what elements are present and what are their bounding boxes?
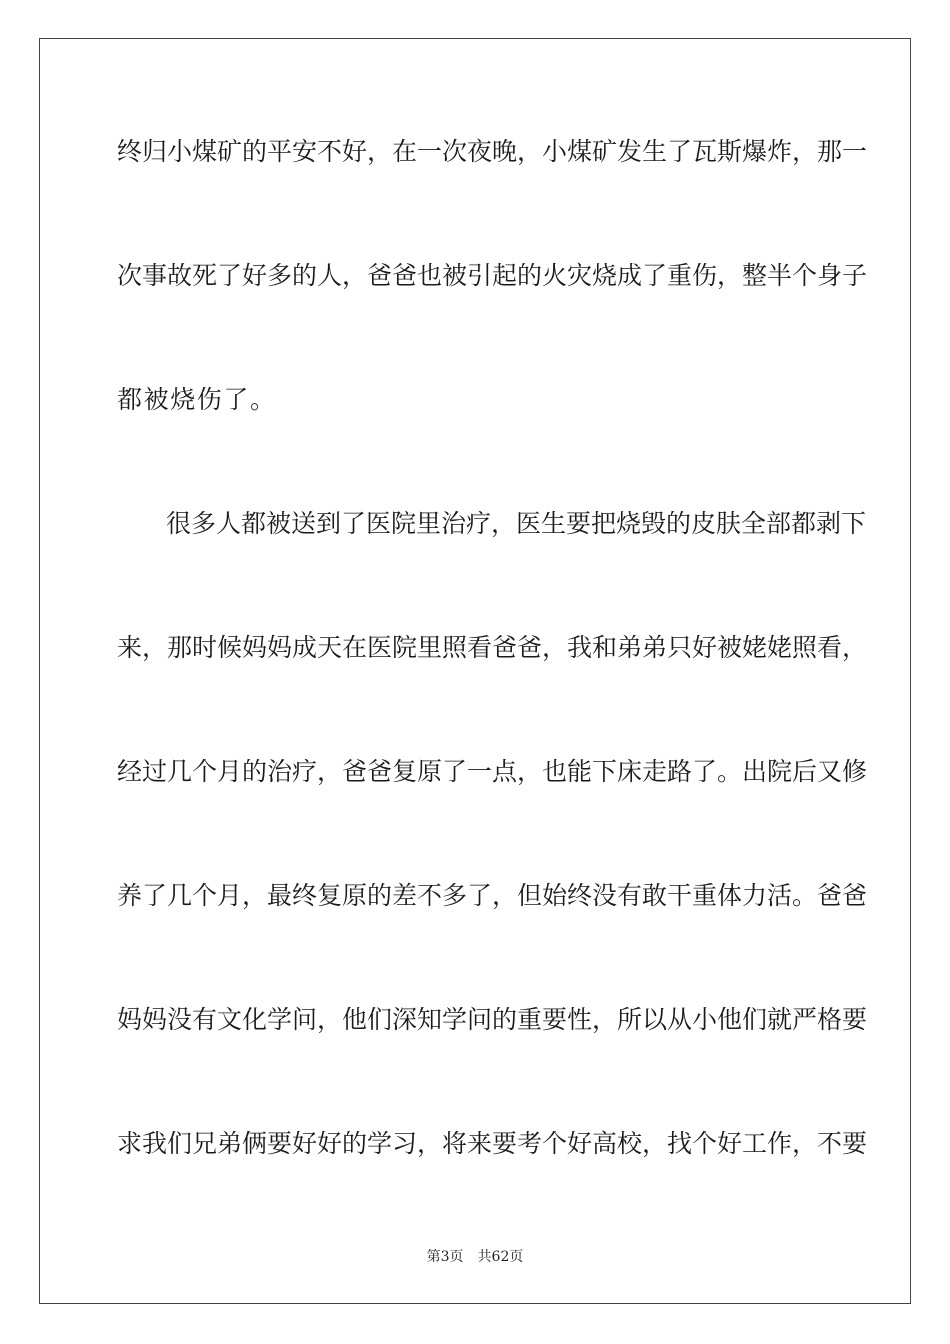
page-number-current: 第3页 [426, 1249, 464, 1265]
page-footer [0, 1248, 950, 1266]
paragraph-line-4: 很多人都被送到了医院里治疗，医生要把烧毁的皮肤全部都剥下 [166, 509, 867, 538]
paragraph-line-5: 来，那时候妈妈成天在医院里照看爸爸，我和弟弟只好被姥姥照看， [117, 633, 868, 662]
paragraph-line-8: 妈妈没有文化学问，他们深知学问的重要性，所以从小他们就严格要 [117, 1005, 868, 1034]
page-number-total: 共62页 [477, 1249, 524, 1265]
paragraph-line-2: 次事故死了好多的人，爸爸也被引起的火灾烧成了重伤，整半个身子 [117, 261, 868, 290]
paragraph-line-9: 求我们兄弟俩要好好的学习，将来要考个好高校，找个好工作，不要 [117, 1129, 868, 1158]
paragraph-line-6: 经过几个月的治疗，爸爸复原了一点，也能下床走路了。出院后又修 [117, 757, 868, 786]
paragraph-line-1: 终归小煤矿的平安不好，在一次夜晚，小煤矿发生了瓦斯爆炸，那一 [117, 137, 868, 166]
paragraph-line-7: 养了几个月，最终复原的差不多了，但始终没有敢干重体力活。爸爸 [117, 881, 868, 910]
page-border [39, 38, 911, 1304]
paragraph-line-3: 都被烧伤了。 [117, 385, 277, 414]
